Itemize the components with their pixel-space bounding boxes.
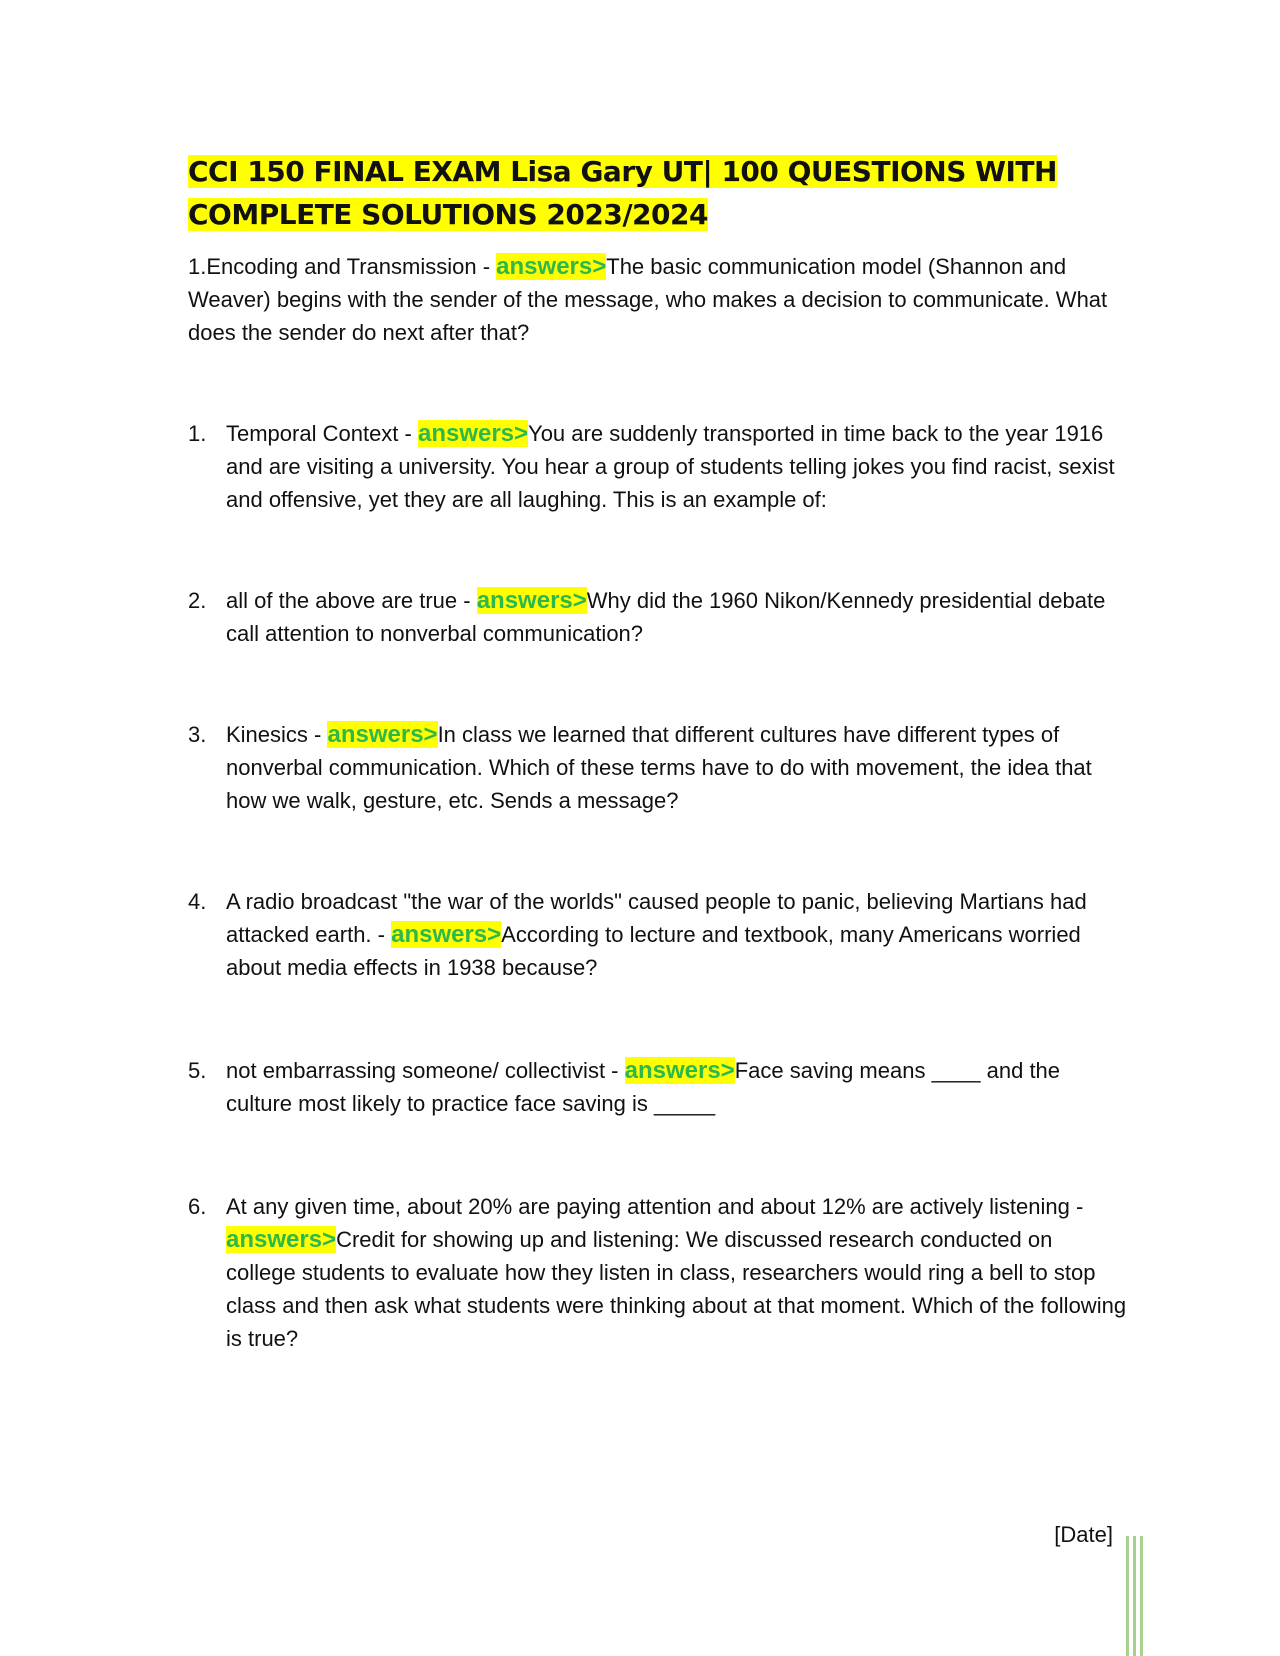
document-title-text: CCI 150 FINAL EXAM Lisa Gary UT| 100 QUESTIONS WITH COMPLETE SOLUTIONS 2023/2024 [188, 155, 1057, 231]
question-number: 2. [188, 588, 207, 613]
question-item-3 [188, 718, 1128, 817]
intro-paragraph [188, 250, 1128, 349]
footer-bar [1126, 1536, 1129, 1656]
question-text: You are suddenly transported in time back to the year 1916 and are visiting a university. You hear a group of students telling jokes you find racist, sexist and offensive, yet they are all laughing. This is an example of: [226, 421, 1115, 512]
question-text: Why did the 1960 Nikon/Kennedy presidential debate call attention to nonverbal communication? [226, 588, 1106, 646]
question-prefix: Kinesics - [226, 722, 328, 747]
question-list [188, 417, 1128, 1355]
answer-marker: answers> [417, 420, 529, 447]
intro-answer-marker: answers> [496, 253, 607, 280]
question-item-2 [188, 584, 1128, 650]
question-item-6 [188, 1190, 1128, 1355]
question-prefix: all of the above are true - [226, 588, 477, 613]
question-number: 1. [188, 421, 207, 446]
question-prefix: Temporal Context - [226, 421, 418, 446]
answer-marker: answers> [624, 1057, 735, 1084]
answer-marker: answers> [391, 921, 502, 948]
question-number: 5. [188, 1058, 207, 1083]
answer-marker: answers> [476, 587, 587, 614]
question-prefix: not embarrassing someone/ collectivist - [226, 1058, 625, 1083]
question-number: 4. [188, 889, 207, 914]
question-text: In class we learned that different cultures have different types of nonverbal communication. Which of these terms have to do with movement, the idea that how we walk, gesture, etc. Sends a message? [226, 722, 1092, 813]
question-text: Credit for showing up and listening: We discussed research conducted on college students to evaluate how they listen in class, researchers would ring a bell to stop class and then ask what students were thinking about at that moment. Which of the following is true? [226, 1227, 1127, 1351]
question-text: According to lecture and textbook, many Americans worried about media effects in 1938 because? [226, 922, 1081, 980]
intro-prefix: 1.Encoding and Transmission - [188, 254, 497, 279]
question-number: 3. [188, 722, 207, 747]
question-item-5 [188, 1054, 1128, 1120]
intro-text: The basic communication model (Shannon and Weaver) begins with the sender of the message, who makes a decision to communicate. What does the sender do next after that? [188, 254, 1108, 345]
answer-marker: answers> [327, 721, 438, 748]
footer-bar [1140, 1536, 1143, 1656]
question-number: 6. [188, 1194, 207, 1219]
document-page [188, 150, 1128, 1355]
footer-date: [Date] [1054, 1522, 1113, 1547]
question-prefix: A radio broadcast "the war of the worlds" caused people to panic, believing Martians had attacked earth. - [226, 889, 1087, 947]
question-text: Face saving means ____ and the culture most likely to practice face saving is _____ [226, 1058, 1061, 1116]
footer-decoration-bars [1126, 1536, 1144, 1656]
question-prefix: At any given time, about 20% are paying attention and about 12% are actively listening - [226, 1194, 1084, 1219]
document-title [188, 150, 1128, 236]
question-item-1 [188, 417, 1128, 516]
answer-marker: answers> [226, 1226, 337, 1253]
question-item-4 [188, 885, 1128, 984]
footer-bar [1133, 1536, 1136, 1656]
